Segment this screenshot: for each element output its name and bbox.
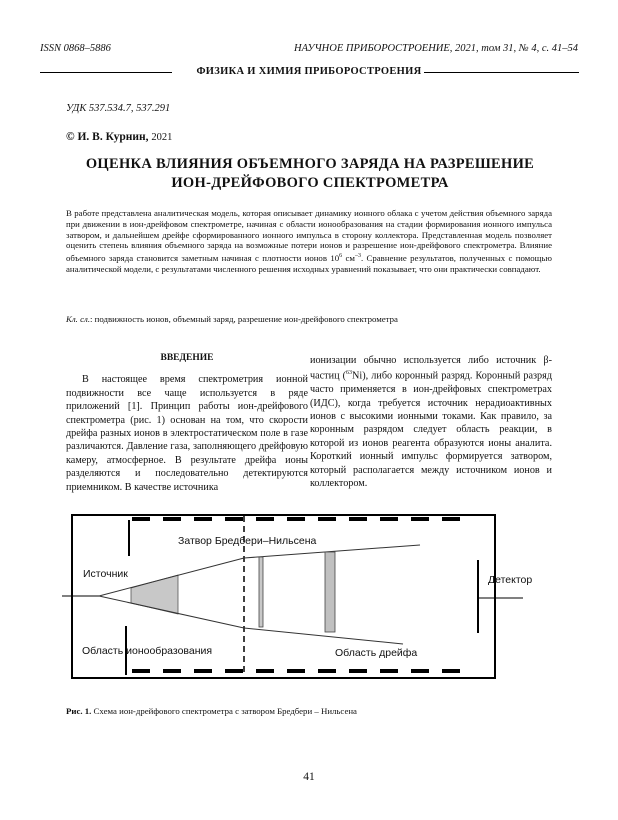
section-heading: ВВЕДЕНИЕ [160,353,214,363]
exponent: –3 [354,253,361,260]
title-line: ОЦЕНКА ВЛИЯНИЯ ОБЪЕМНОГО ЗАРЯДА НА РАЗРЕШЕНИЕ [85,156,535,172]
title-line: ИОН-ДРЕЙФОВОГО СПЕКТРОМЕТРА [171,175,449,191]
copyright-sign: © [66,131,75,143]
rubric: ФИЗИКА И ХИМИЯ ПРИБОРОСТРОЕНИЯ [196,66,422,77]
page-number: 41 [303,771,315,783]
label-drift: Область дрейфа [335,647,418,659]
paragraph-text: Ni), либо коронный разряд. Коронный разряд часто применяется в ион-дрейфовых спектрометрах (ИДС), когда требуется источник нерадиоактивных ионов с высокими ионными токами. Как правило, за коронным разрядом следует область реакции, в которой из ионов реагента образуются ионы аналита. Короткий ионный импульс формируется затвором, который располагается между источником ионов и коллектором. [310,370,553,490]
label-source: Источник [83,568,128,580]
author-name: И. В. Курнин, [77,131,149,143]
abstract-text: . Сравнение результатов, полученных с помощью аналитической модели, с результатами численного решения исходных уравнений показывает, что они практически совпадают. [66,253,552,274]
paragraph: В настоящее время спектрометрия ионной подвижности все чаще используется в ряде приложений [1]. Принцип работы ион-дрейфового спектрометра (рис. 1) основан на том, что скорости дрейфа разных ионов в электростатическом поле в газе различаются. Давление газа, заполняющего дрейфовую камеру, атмосферное. В результате дрейфа ионы разделяются и последовательно детектируются приемником. В качестве источника [66,374,308,493]
abstract-text: В работе представлена аналитическая модель, которая описывает динамику ионного облака с учетом действия объемного заряда при движении в ион-дрейфовом спектрометре, начиная с области ионообразования на стадии формирования ионного импульса затвором, и дальнейшем дрейфе сформированного ионного импульса в сторону коллектора. Представленная модель позволяет оценить степень влияния объемного заряда на возможные потери ионов и разрешение ион-дрейфового спектрометра. Влияние объемного заряда становится заметным начиная с плотности ионов 10 [66,208,552,264]
caption-label: Рис. 1. [66,706,92,716]
issn: ISSN 0868–5886 [40,43,111,54]
ion-pulse [259,557,263,627]
label-gate: Затвор Бредбери–Нильсена [178,535,317,547]
paragraph-text: ионизации обычно используется либо источник β-частиц ( [310,355,552,382]
udk: УДК 537.534.7, 537.291 [66,103,171,114]
abstract-text: см [342,253,355,264]
figure-caption [66,706,357,716]
label-ionization: Область ионообразования [82,645,213,657]
superscript: 63 [346,370,353,377]
exponent: 6 [339,253,343,260]
keywords-label: Кл. сл. [66,314,91,324]
label-detector: Детектор [488,574,533,586]
ion-pulse-drifted [325,552,335,632]
keywords-text: : подвижность ионов, объемный заряд, разрешение ион-дрейфового спектрометра [90,314,398,324]
journal-info: НАУЧНОЕ ПРИБОРОСТРОЕНИЕ, 2021, том 31, № 4, c. 41–54 [294,43,578,54]
caption-text: Схема ион-дрейфового спектрометра с затвором Бредбери – Нильсена [93,706,357,716]
year: 2021 [151,132,173,143]
